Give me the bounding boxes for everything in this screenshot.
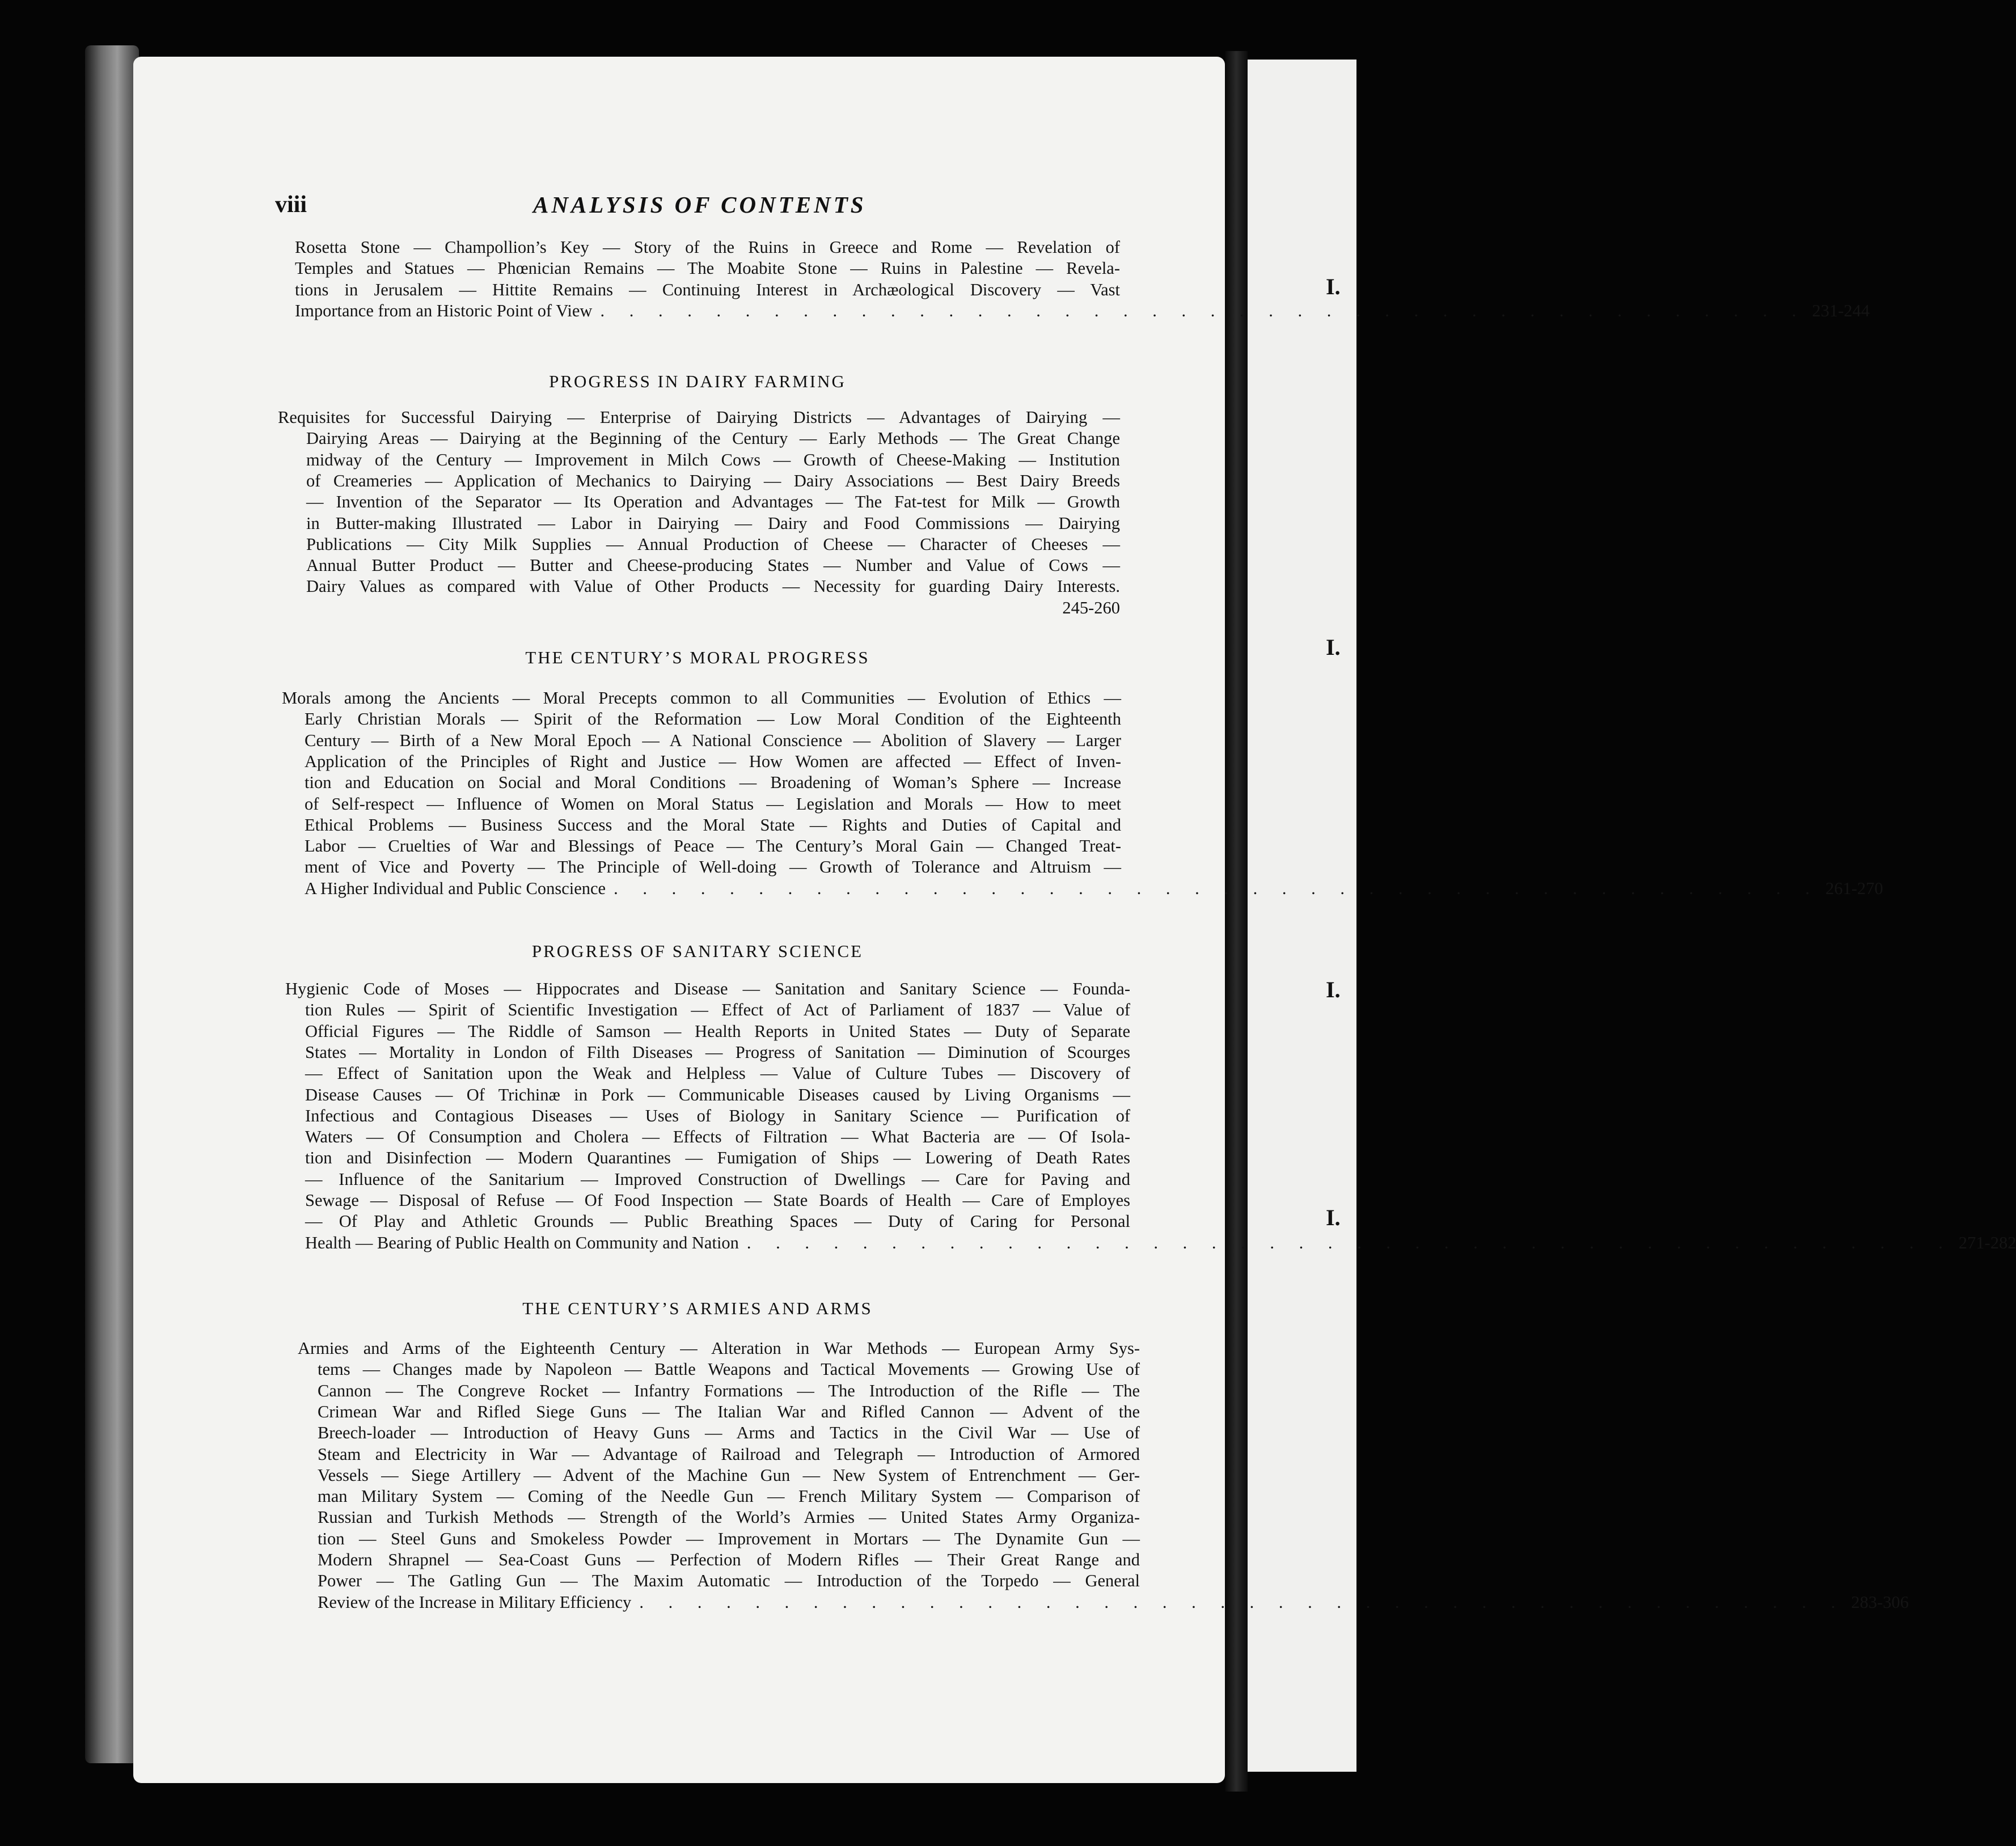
page-range: 283-306 bbox=[1851, 1592, 1909, 1612]
running-title: ANALYSIS OF CONTENTS bbox=[533, 192, 867, 218]
contents-line: Cannon — The Congreve Rocket — Infantry Formations — The Introduction of the Rifle — The bbox=[318, 1381, 1140, 1400]
contents-line: Rosetta Stone — Champollion’s Key — Story of the Ruins in Greece and Rome — Revelation of bbox=[295, 238, 1120, 257]
contents-final-line bbox=[318, 1592, 1909, 1613]
contents-line-text: Review of the Increase in Military Efficiency bbox=[318, 1592, 632, 1612]
contents-final-line bbox=[305, 878, 1883, 899]
contents-line: Vessels — Siege Artillery — Advent of the Machine Gun — New System of Entrenchment — Ger- bbox=[318, 1465, 1140, 1485]
contents-line: Labor — Cruelties of War and Blessings of Peace — The Century’s Moral Gain — Changed Treat- bbox=[305, 836, 1121, 856]
contents-line: Armies and Arms of the Eighteenth Century — Alteration in War Methods — European Army Sys- bbox=[298, 1339, 1140, 1358]
contents-line: Waters — Of Consumption and Cholera — Effects of Filtration — What Bacteria are — Of Isola- bbox=[305, 1127, 1130, 1147]
leader-dots: . . . . . . . . . . . . . . . . . . . . . . . . . . . . . . . . . . . . . . . . . . bbox=[746, 1233, 1953, 1252]
page-range: 231-244 bbox=[1812, 300, 1870, 320]
leader-dots: . . . . . . . . . . . . . . . . . . . . . . . . . . . . . . . . . . . . . . . . . . bbox=[600, 300, 1807, 320]
contents-line-text: Importance from an Historic Point of View bbox=[295, 300, 593, 320]
contents-line: Official Figures — The Riddle of Samson — Health Reports in United States — Duty of Separate bbox=[305, 1021, 1130, 1041]
contents-line: — Influence of the Sanitarium — Improved Construction of Dwellings — Care for Paving and bbox=[305, 1169, 1130, 1189]
facing-page-margin-mark: I. bbox=[1326, 634, 1341, 660]
contents-line: Steam and Electricity in War — Advantage of Railroad and Telegraph — Introduction of Armored bbox=[318, 1444, 1140, 1464]
contents-line: Breech-loader — Introduction of Heavy Guns — Arms and Tactics in the Civil War — Use of bbox=[318, 1423, 1140, 1443]
contents-line: Ethical Problems — Business Success and the Moral State — Rights and Duties of Capital and bbox=[305, 815, 1121, 835]
contents-line: Power — The Gatling Gun — The Maxim Automatic — Introduction of the Torpedo — General bbox=[318, 1571, 1140, 1591]
page-range: 261-270 bbox=[1825, 878, 1883, 898]
contents-final-line bbox=[295, 300, 1870, 321]
section-title: THE CENTURY’S MORAL PROGRESS bbox=[525, 647, 870, 667]
contents-line: tion and Disinfection — Modern Quarantines — Fumigation of Ships — Lowering of Death Rates bbox=[305, 1148, 1130, 1168]
contents-line: — Invention of the Separator — Its Operation and Advantages — The Fat-test for Milk — Growth bbox=[306, 492, 1120, 512]
contents-line: Early Christian Morals — Spirit of the Reformation — Low Moral Condition of the Eighteenth bbox=[305, 709, 1121, 729]
contents-line: Modern Shrapnel — Sea-Coast Guns — Perfection of Modern Rifles — Their Great Range and bbox=[318, 1550, 1140, 1569]
contents-final-line bbox=[305, 1233, 2016, 1254]
contents-line: Dairying Areas — Dairying at the Beginning of the Century — Early Methods — The Great Change bbox=[306, 429, 1120, 448]
contents-line: tion Rules — Spirit of Scientific Investigation — Effect of Act of Parliament of 1837 — Value of bbox=[305, 1000, 1130, 1020]
contents-line: midway of the Century — Improvement in Milch Cows — Growth of Cheese-Making — Institution bbox=[306, 450, 1120, 469]
contents-line: — Of Play and Athletic Grounds — Public Breathing Spaces — Duty of Caring for Personal bbox=[305, 1212, 1130, 1231]
page-number: viii bbox=[275, 192, 307, 218]
section-title: PROGRESS IN DAIRY FARMING bbox=[549, 371, 846, 391]
section-title: THE CENTURY’S ARMIES AND ARMS bbox=[522, 1298, 873, 1318]
contents-line: tions in Jerusalem — Hittite Remains — Continuing Interest in Archæological Discovery — Vast bbox=[295, 280, 1120, 299]
page-header bbox=[0, 191, 1356, 231]
contents-line: ment of Vice and Poverty — The Principle of Well-doing — Growth of Tolerance and Altruism — bbox=[305, 857, 1121, 877]
facing-page-margin-mark: I. bbox=[1326, 977, 1341, 1002]
contents-line: Application of the Principles of Right and Justice — How Women are affected — Effect of Inven- bbox=[305, 751, 1121, 771]
contents-line: Century — Birth of a New Moral Epoch — A National Conscience — Abolition of Slavery — Larger bbox=[305, 730, 1121, 750]
leader-dots: . . . . . . . . . . . . . . . . . . . . . . . . . . . . . . . . . . . . . . . . . . bbox=[614, 878, 1820, 898]
contents-line: — Effect of Sanitation upon the Weak and Helpless — Value of Culture Tubes — Discovery of bbox=[305, 1064, 1130, 1083]
contents-line-text: Health — Bearing of Public Health on Community and Nation bbox=[305, 1233, 739, 1252]
contents-line: Crimean War and Rifled Siege Guns — The Italian War and Rifled Cannon — Advent of the bbox=[318, 1402, 1140, 1421]
leader-dots: . . . . . . . . . . . . . . . . . . . . . . . . . . . . . . . . . . . . . . . . . . bbox=[639, 1592, 1846, 1612]
contents-line: in Butter-making Illustrated — Labor in Dairying — Dairy and Food Commissions — Dairying bbox=[306, 513, 1120, 533]
contents-line: tems — Changes made by Napoleon — Battle Weapons and Tactical Movements — Growing Use of bbox=[318, 1360, 1140, 1379]
contents-line: Morals among the Ancients — Moral Precepts common to all Communities — Evolution of Ethics — bbox=[282, 688, 1121, 708]
contents-line: Infectious and Contagious Diseases — Uses of Biology in Sanitary Science — Purification of bbox=[305, 1106, 1130, 1125]
contents-line-text: A Higher Individual and Public Conscience bbox=[305, 878, 606, 898]
book-fore-edge bbox=[85, 45, 139, 1763]
facing-page-margin-mark: I. bbox=[1326, 1205, 1341, 1230]
section-title: PROGRESS OF SANITARY SCIENCE bbox=[531, 941, 864, 961]
contents-line: Annual Butter Product — Butter and Cheese-producing States — Number and Value of Cows — bbox=[306, 556, 1120, 575]
contents-line: Publications — City Milk Supplies — Annual Production of Cheese — Character of Cheeses — bbox=[306, 534, 1120, 554]
contents-line: Temples and Statues — Phœnician Remains — The Moabite Stone — Ruins in Palestine — Revela- bbox=[295, 259, 1120, 278]
page-range: 271-282 bbox=[1958, 1233, 2016, 1252]
page-range: 245-260 bbox=[1062, 598, 1120, 617]
contents-line: of Self-respect — Influence of Women on Moral Status — Legislation and Morals — How to meet bbox=[305, 794, 1121, 814]
contents-line: man Military System — Coming of the Needle Gun — French Military System — Comparison of bbox=[318, 1487, 1140, 1506]
contents-line: States — Mortality in London of Filth Diseases — Progress of Sanitation — Diminution of Scourges bbox=[305, 1042, 1130, 1062]
contents-line: tion and Education on Social and Moral Conditions — Broadening of Woman’s Sphere — Increase bbox=[305, 773, 1121, 793]
contents-line: Sewage — Disposal of Refuse — Of Food Inspection — State Boards of Health — Care of Employes bbox=[305, 1191, 1130, 1210]
contents-line: Dairy Values as compared with Value of Other Products — Necessity for guarding Dairy Interests. bbox=[306, 577, 1120, 596]
contents-line: Hygienic Code of Moses — Hippocrates and Disease — Sanitation and Sanitary Science — Founda- bbox=[285, 979, 1130, 998]
contents-line: of Creameries — Application of Mechanics to Dairying — Dairy Associations — Best Dairy Breeds bbox=[306, 471, 1120, 490]
contents-line: Russian and Turkish Methods — Strength of the World’s Armies — United States Army Organiza- bbox=[318, 1508, 1140, 1527]
contents-line: tion — Steel Guns and Smokeless Powder — Improvement in Mortars — The Dynamite Gun — bbox=[318, 1529, 1140, 1548]
facing-page-margin-mark: I. bbox=[1326, 274, 1341, 299]
contents-line: Disease Causes — Of Trichinæ in Pork — Communicable Diseases caused by Living Organisms — bbox=[305, 1085, 1130, 1104]
contents-line: Requisites for Successful Dairying — Enterprise of Dairying Districts — Advantages of Dairying — bbox=[278, 408, 1120, 427]
